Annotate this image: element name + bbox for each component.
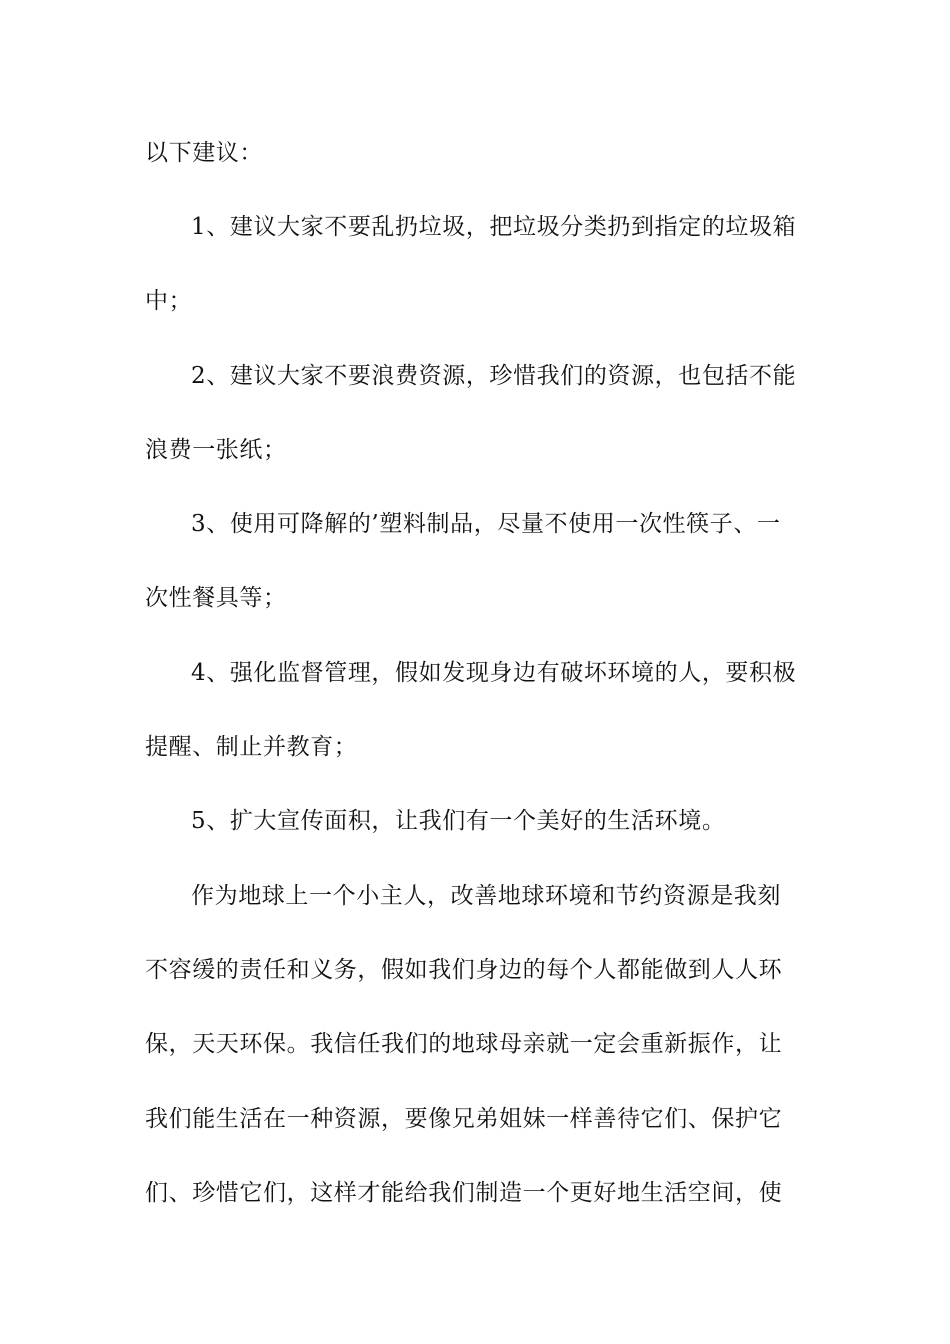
suggestion-3-line-1: 3、使用可降解的’塑料制品，尽量不使用一次性筷子、一 <box>191 511 781 537</box>
suggestion-3-line-2: 次性餐具等； <box>145 585 287 611</box>
suggestion-1-line-1: 1、建议大家不要乱扔垃圾，把垃圾分类扔到指定的垃圾箱 <box>191 214 797 240</box>
conclusion-line-5: 们、珍惜它们，这样才能给我们制造一个更好地生活空间，使 <box>145 1180 783 1206</box>
suggestion-4-line-1: 4、强化监督管理，假如发现身边有破坏环境的人，要积极 <box>191 660 797 686</box>
conclusion-line-2: 不容缓的责任和义务，假如我们身边的每个人都能做到人人环 <box>145 957 783 983</box>
conclusion-line-4: 我们能生活在一种资源，要像兄弟姐妹一样善待它们、保护它 <box>145 1106 783 1132</box>
suggestion-2-line-1: 2、建议大家不要浪费资源，珍惜我们的资源，也包括不能 <box>191 363 797 389</box>
conclusion-line-3: 保，天天环保。我信任我们的地球母亲就一定会重新振作，让 <box>145 1031 783 1057</box>
text-line-intro: 以下建议： <box>145 140 263 166</box>
conclusion-line-1: 作为地球上一个小主人，改善地球环境和节约资源是我刻 <box>191 883 781 909</box>
suggestion-5-line-1: 5、扩大宣传面积，让我们有一个美好的生活环境。 <box>191 808 726 834</box>
suggestion-2-line-2: 浪费一张纸； <box>145 437 287 463</box>
suggestion-4-line-2: 提醒、制止并教育； <box>145 734 358 760</box>
suggestion-1-line-2: 中； <box>145 288 193 314</box>
